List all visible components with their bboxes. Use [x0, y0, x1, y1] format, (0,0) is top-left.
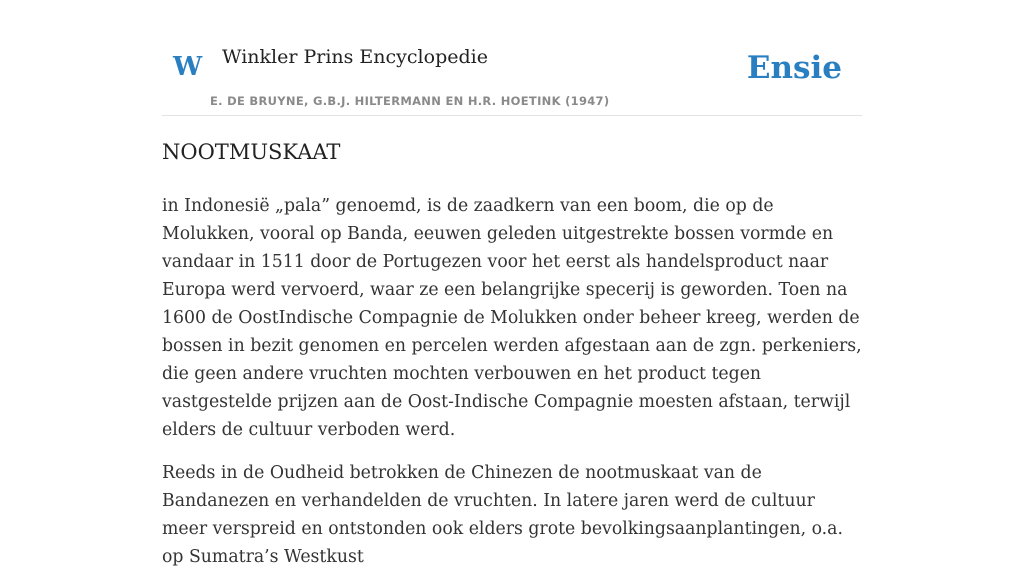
winkler-prins-logo[interactable]: W	[173, 52, 203, 82]
article-paragraph: in Indonesië „pala” genoemd, is de zaadkern van een boom, die op de Molukken, vooral op Banda, eeuwen geleden uitgestrekte bossen vormde en vandaar in 1511 door de Portugezen voor het eerst als handelsproduct naar Europa werd vervoerd, waar ze een belangrijke specerij is geworden. Toen na 1600 de OostIndische Compagnie de Molukken onder beheer kreeg, werden de bossen in bezit genomen en percelen werden afgestaan aan de zgn. perkeniers, die geen andere vruchten mochten verbouwen en het product tegen vastgestelde prijzen aan de Oost-Indische Compagnie moesten afstaan, terwijl elders de cultuur verboden werd.	[162, 196, 862, 440]
ensie-logo[interactable]: Ensie	[746, 50, 842, 86]
article-title: NOOTMUSKAAT	[162, 140, 341, 164]
source-title[interactable]: Winkler Prins Encyclopedie	[222, 46, 488, 68]
article-body	[162, 192, 862, 586]
source-header	[162, 40, 862, 116]
article-paragraph: Reeds in de Oudheid betrokken de Chinezen de nootmuskaat van de Bandanezen en verhandelden de vruchten. In latere jaren werd de cultuur meer verspreid en ontstonden ook elders grote bevolkingsaanplantingen, o.a. op Sumatra’s Westkust	[162, 463, 843, 567]
source-authors: E. DE BRUYNE, G.B.J. HILTERMANN EN H.R. HOETINK (1947)	[210, 94, 610, 108]
